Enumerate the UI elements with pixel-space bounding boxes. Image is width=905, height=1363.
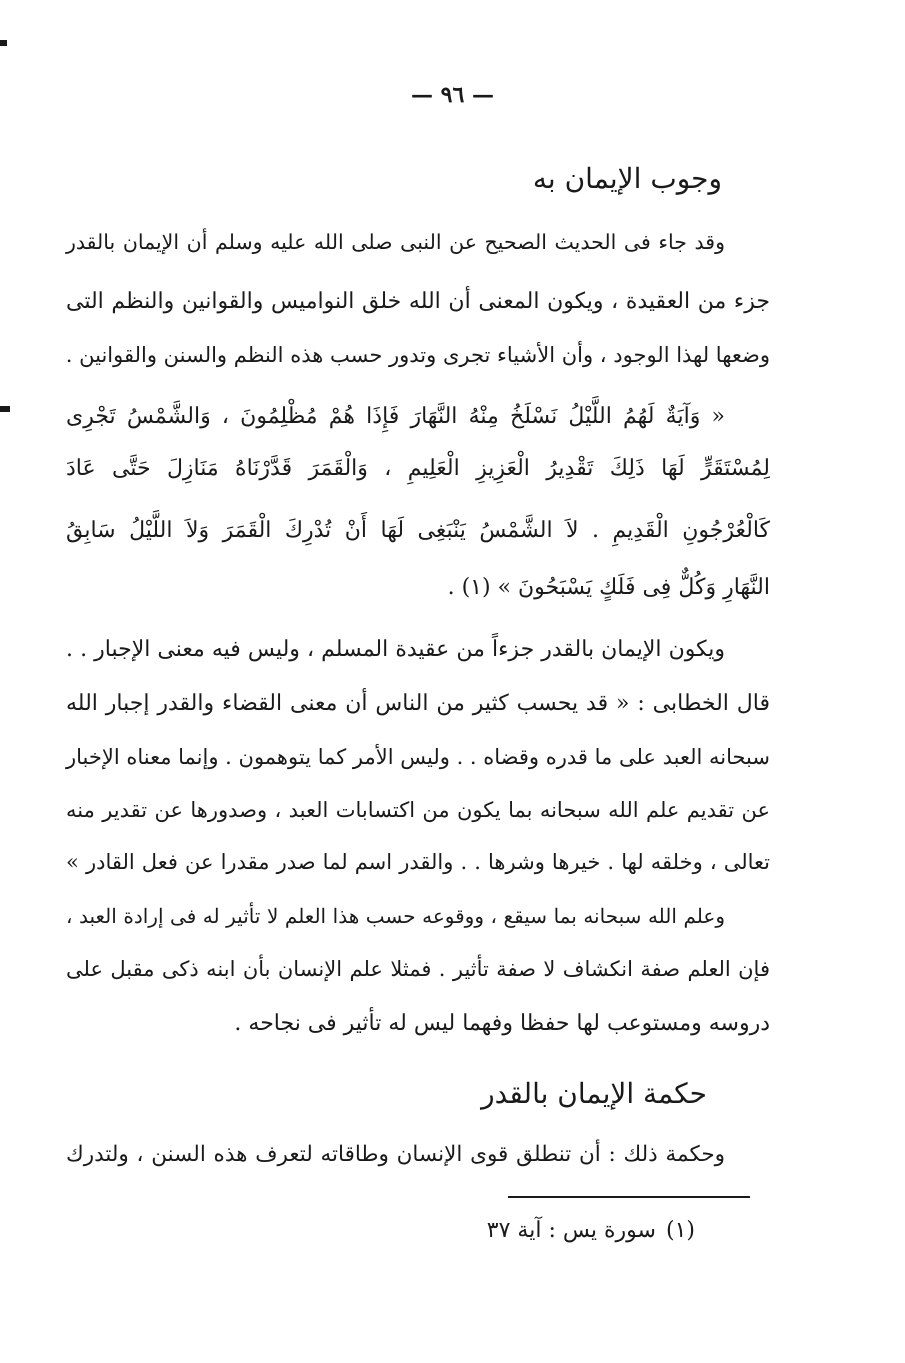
text-line: دروسه ومستوعب لها حفظا وفهما ليس له تأثير فى نجاحه .	[234, 1011, 770, 1036]
section-heading: وجوب الإيمان به	[532, 162, 722, 195]
quran-verse-line: كَالْعُرْجُونِ الْقَدِيمِ . لاَ الشَّمْسُ يَنْبَغِى لَهَا أَنْ تُدْرِكَ الْقَمَرَ وَلاَ اللَّيْلُ سَابِقُ	[66, 518, 770, 543]
quran-verse-line: لِمُسْتَقَرٍّ لَهَا ذَلِكَ تَقْدِيرُ الْعَزِيزِ الْعَلِيمِ ، وَالْقَمَرَ قَدَّرْنَاهُ مَنَازِلَ حَتَّى عَادَ	[66, 456, 770, 481]
quran-verse-line: النَّهَارِ وَكُلٌّ فِى فَلَكٍ يَسْبَحُونَ » (١) .	[447, 575, 770, 600]
page-edge-mark	[0, 40, 7, 46]
footnote-marker: (١)	[665, 1218, 695, 1243]
text-line: وحكمة ذلك : أن تنطلق قوى الإنسان وطاقاته لتعرف هذه السنن ، ولتدرك	[66, 1142, 725, 1167]
text-line: وعلم الله سبحانه بما سيقع ، ووقوعه حسب هذا العلم لا تأثير له فى إرادة العبد ،	[66, 904, 725, 928]
text-line: فإن العلم صفة انكشاف لا صفة تأثير . فمثلا علم الإنسان بأن ابنه ذكى مقبل على	[66, 957, 770, 981]
footnote-text: سورة يس : آية ٣٧	[486, 1218, 656, 1243]
section-heading: حكمة الإيمان بالقدر	[481, 1077, 707, 1110]
footnote-divider	[508, 1196, 750, 1198]
text-line: ويكون الإيمان بالقدر جزءاً من عقيدة المسلم ، وليس فيه معنى الإجبار . .	[66, 637, 725, 662]
text-line: وضعها لهذا الوجود ، وأن الأشياء تجرى وتدور حسب هذه النظم والسنن والقوانين .	[65, 343, 770, 367]
text-line: وقد جاء فى الحديث الصحيح عن النبى صلى الله عليه وسلم أن الإيمان بالقدر	[66, 230, 725, 254]
quran-verse-line: « وَآيَةٌ لَهُمُ اللَّيْلُ نَسْلَخُ مِنْهُ النَّهَارَ فَإِذَا هُمْ مُظْلِمُونَ ، وَالشَّمْسُ تَجْرِى	[66, 404, 725, 429]
text-line: جزء من العقيدة ، ويكون المعنى أن الله خلق النواميس والقوانين والنظم التى	[66, 289, 770, 314]
footnote	[487, 1218, 695, 1243]
page-number: — ٩٦ —	[411, 82, 494, 108]
page-edge-mark	[0, 406, 10, 412]
text-line: عن تقديم علم الله سبحانه بما يكون من اكتسابات العبد ، وصدورها عن تقدير منه	[66, 798, 770, 822]
text-line: تعالى ، وخلقه لها . خيرها وشرها . . والقدر اسم لما صدر مقدرا عن فعل القادر »	[66, 850, 770, 874]
text-line: سبحانه العبد على ما قدره وقضاه . . وليس الأمر كما يتوهمون . وإنما معناه الإخبار	[66, 745, 770, 769]
text-line: قال الخطابى : « قد يحسب كثير من الناس أن معنى القضاء والقدر إجبار الله	[66, 691, 770, 716]
